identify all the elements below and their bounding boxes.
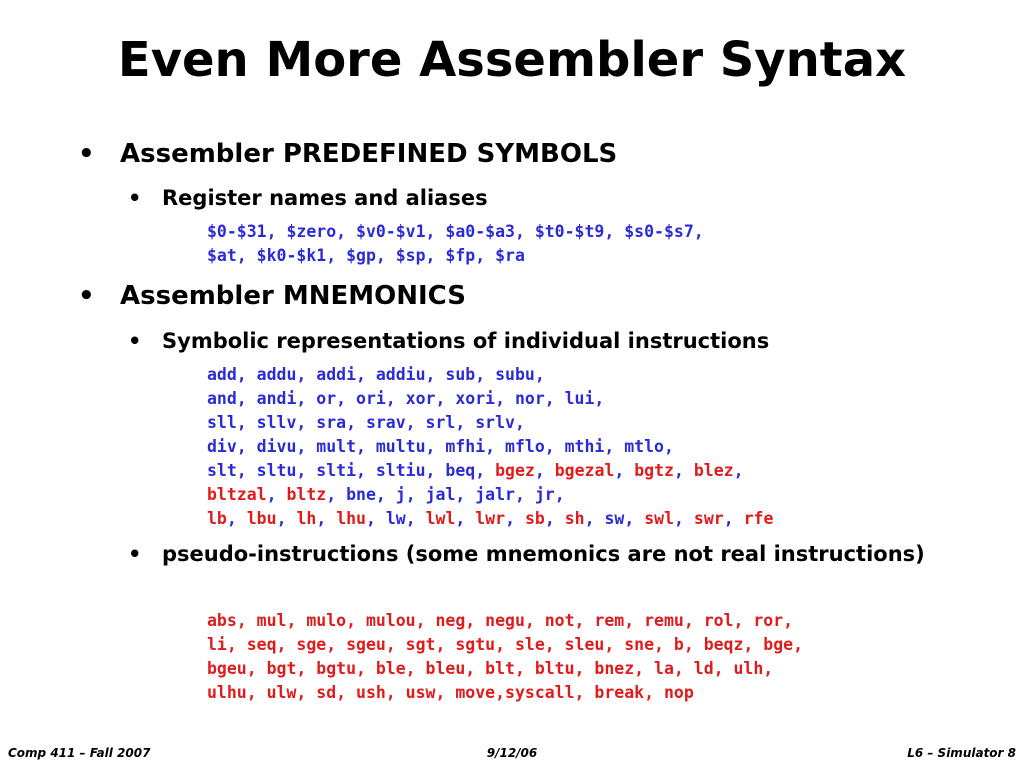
code-token-red: abs, mul, mulo, mulou, neg, negu, not, rem, remu, rol, ror, [207,611,794,630]
code-line [207,633,1007,657]
slide-title: Even More Assembler Syntax [117,32,907,88]
mnemonics-code [207,363,1007,531]
code-token-red: bgeu, bgt, bgtu, ble, bleu, blt, bltu, bnez, la, ld, ulh, [207,659,774,678]
code-token-red: bgezal [554,461,615,480]
code-token-blue: , [505,509,525,528]
code-token-red: lwl [425,509,456,528]
code-token-red: lhu [336,509,366,528]
subbullet-register-names [128,182,948,214]
code-token-blue: , [673,461,694,480]
code-line [207,387,1007,411]
code-line [207,411,1007,435]
code-token-blue: , [733,461,744,480]
code-token-red: bltz [286,485,327,504]
register-names-code [207,220,1007,268]
bullet-marker: • [128,542,142,566]
code-token-blue: div, divu, mult, multu, mfhi, mflo, mthi, mtlo, [207,437,674,456]
code-line [207,459,1007,483]
subheading-register-names: Register names and aliases [162,186,488,210]
code-token-blue: , bne, j, jal, jalr, jr, [326,485,565,504]
code-token-blue: , [455,509,476,528]
code-token-red: bgtz [634,461,674,480]
code-token-blue: , sw, [584,509,645,528]
code-token-blue: , [534,461,555,480]
code-token-red: rfe [743,509,774,528]
code-line [207,435,1007,459]
code-line [207,244,1007,268]
footer-lecture-page: L6 – Simulator 8 [907,746,1016,760]
subbullet-pseudo-instructions [128,538,982,570]
bullet-mnemonics [78,280,466,312]
code-line [207,220,1007,244]
code-token-blue: , [276,509,297,528]
code-token-red: li, seq, sge, sgeu, sgt, sgtu, sle, sleu, sne, b, beqz, bge, [207,635,804,654]
bullet-predefined-symbols [78,138,617,170]
subheading-pseudo-instructions: pseudo-instructions (some mnemonics are not real instructions) [162,542,925,566]
code-token-red: ulhu, ulw, sd, ush, usw, move,syscall, break, nop [207,683,694,702]
code-line [207,507,1007,531]
code-token-red: sh [564,509,585,528]
code-token-red: lb [207,509,227,528]
code-token-red: blez [693,461,734,480]
code-line [207,657,1007,681]
code-token-blue: slt, sltu, slti, sltiu, beq, [207,461,496,480]
code-line [207,363,1007,387]
code-token-blue: , [723,509,744,528]
code-token-blue: $at, $k0-$k1, $gp, $sp, $fp, $ra [207,246,525,265]
code-token-red: bgez [495,461,535,480]
code-token-blue: , lw, [366,509,426,528]
code-token-red: lbu [246,509,277,528]
code-line [207,681,1007,705]
footer-date: 9/12/06 [486,746,538,760]
code-token-red: swl [644,509,675,528]
code-token-blue: , [266,485,287,504]
bullet-marker: • [128,186,142,210]
code-token-blue: , [674,509,694,528]
heading-predefined-symbols: Assembler PREDEFINED SYMBOLS [120,139,618,169]
code-token-blue: , [226,509,247,528]
bullet-marker: • [128,329,142,353]
code-token-red: bltzal [207,485,267,504]
heading-mnemonics: Assembler MNEMONICS [120,281,466,311]
code-token-blue: $0-$31, $zero, $v0-$v1, $a0-$a3, $t0-$t9, $s0-$s7, [207,222,704,241]
code-token-blue: sll, sllv, sra, srav, srl, srlv, [207,413,525,432]
code-token-blue: add, addu, addi, addiu, sub, subu, [207,365,545,384]
subbullet-symbolic-representations [128,325,948,357]
code-token-red: sb [524,509,545,528]
bullet-marker: • [78,139,95,169]
subheading-symbolic-representations: Symbolic representations of individual instructions [162,329,770,353]
code-token-blue: , [544,509,565,528]
code-token-red: lh [296,509,317,528]
code-line [207,609,1007,633]
footer-course: Comp 411 – Fall 2007 [8,746,151,760]
code-token-blue: and, andi, or, ori, xor, xori, nor, lui, [207,389,605,408]
pseudo-instructions-code [207,609,1007,705]
code-token-red: swr [693,509,724,528]
code-token-blue: , [614,461,635,480]
code-token-blue: , [316,509,337,528]
code-token-red: lwr [475,509,506,528]
code-line [207,483,1007,507]
bullet-marker: • [78,281,95,311]
